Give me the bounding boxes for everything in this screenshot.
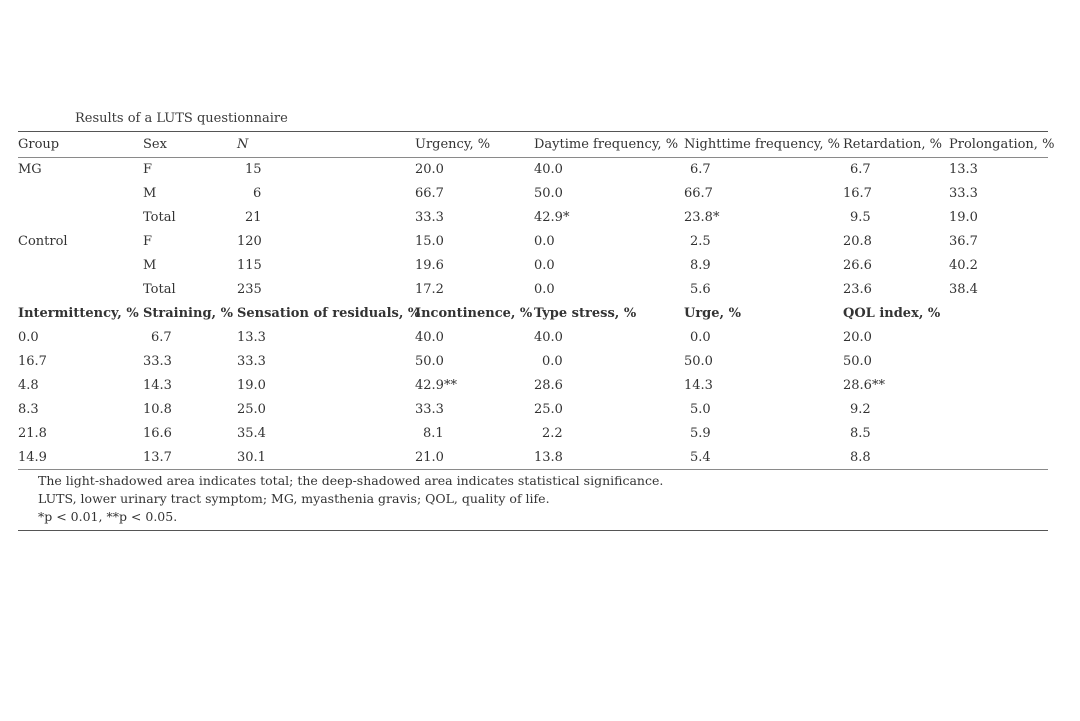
cell-type-stress: 2.2 — [542, 426, 563, 441]
cell-sensation: 13.3 — [237, 330, 266, 345]
table-row — [0, 230, 1080, 254]
header-urge: Urge, % — [684, 306, 741, 321]
table-row — [0, 326, 1080, 350]
table-row — [0, 182, 1080, 206]
footnote-bottom-rule — [18, 530, 1048, 531]
cell-retardation: 26.6 — [843, 258, 872, 273]
cell-urge: 0.0 — [690, 330, 711, 345]
cell-nighttime: 5.6 — [690, 282, 711, 297]
table-row — [0, 254, 1080, 278]
cell-n: 235 — [237, 282, 262, 297]
table-top-rule — [18, 131, 1048, 132]
cell-incontinence: 21.0 — [415, 450, 444, 465]
cell-intermittency: 8.3 — [18, 402, 39, 417]
cell-group: MG — [18, 162, 42, 177]
footnote-significance: *p < 0.01, **p < 0.05. — [38, 509, 178, 524]
cell-prolongation: 38.4 — [949, 282, 978, 297]
table-row — [0, 374, 1080, 398]
header-prolongation: Prolongation, % — [949, 137, 1055, 152]
cell-type-stress: 25.0 — [534, 402, 563, 417]
header-sensation-of-residuals: Sensation of residuals, % — [237, 306, 421, 321]
header-type-stress: Type stress, % — [534, 306, 637, 321]
cell-urge: 5.9 — [690, 426, 711, 441]
table-row — [0, 422, 1080, 446]
cell-urgency: 20.0 — [415, 162, 444, 177]
cell-group: Control — [18, 234, 68, 249]
cell-straining: 14.3 — [143, 378, 172, 393]
cell-nighttime: 8.9 — [690, 258, 711, 273]
cell-sensation: 35.4 — [237, 426, 266, 441]
cell-retardation: 23.6 — [843, 282, 872, 297]
cell-qol-index: 50.0 — [843, 354, 872, 369]
cell-urgency: 33.3 — [415, 210, 444, 225]
cell-type-stress: 40.0 — [534, 330, 563, 345]
cell-nighttime: 66.7 — [684, 186, 713, 201]
cell-incontinence: 42.9** — [415, 378, 457, 393]
cell-straining: 16.6 — [143, 426, 172, 441]
cell-intermittency: 14.9 — [18, 450, 47, 465]
cell-sensation: 30.1 — [237, 450, 266, 465]
cell-n: 120 — [237, 234, 262, 249]
table-row — [0, 206, 1080, 230]
cell-intermittency: 0.0 — [18, 330, 39, 345]
cell-sensation: 25.0 — [237, 402, 266, 417]
cell-sex: Total — [143, 210, 176, 225]
cell-straining: 6.7 — [151, 330, 172, 345]
cell-type-stress: 28.6 — [534, 378, 563, 393]
table-row — [0, 350, 1080, 374]
cell-straining: 33.3 — [143, 354, 172, 369]
cell-daytime: 40.0 — [534, 162, 563, 177]
cell-qol-index: 9.2 — [850, 402, 871, 417]
cell-qol-index: 8.8 — [850, 450, 871, 465]
cell-daytime: 0.0 — [534, 282, 555, 297]
cell-sex: M — [143, 186, 157, 201]
cell-incontinence: 50.0 — [415, 354, 444, 369]
cell-n: 21 — [245, 210, 262, 225]
cell-prolongation: 19.0 — [949, 210, 978, 225]
header-nighttime-frequency: Nighttime frequency, % — [684, 137, 840, 152]
footnote-abbreviations: LUTS, lower urinary tract symptom; MG, myasthenia gravis; QOL, quality of life. — [38, 491, 550, 506]
cell-retardation: 9.5 — [850, 210, 871, 225]
table-header-row — [0, 133, 1080, 157]
cell-n: 115 — [237, 258, 262, 273]
cell-urge: 5.4 — [690, 450, 711, 465]
cell-sex: Total — [143, 282, 176, 297]
cell-straining: 10.8 — [143, 402, 172, 417]
cell-urgency: 66.7 — [415, 186, 444, 201]
header-intermittency: Intermittency, % — [18, 306, 139, 321]
cell-type-stress: 13.8 — [534, 450, 563, 465]
table-row — [0, 158, 1080, 182]
cell-intermittency: 4.8 — [18, 378, 39, 393]
table-row — [0, 278, 1080, 302]
cell-sensation: 19.0 — [237, 378, 266, 393]
cell-retardation: 20.8 — [843, 234, 872, 249]
table-footnotes — [38, 472, 663, 526]
cell-prolongation: 13.3 — [949, 162, 978, 177]
cell-nighttime: 23.8* — [684, 210, 720, 225]
cell-nighttime: 2.5 — [690, 234, 711, 249]
cell-incontinence: 40.0 — [415, 330, 444, 345]
cell-qol-index: 28.6** — [843, 378, 885, 393]
table-row — [0, 446, 1080, 470]
cell-n: 6 — [253, 186, 262, 201]
cell-incontinence: 8.1 — [423, 426, 444, 441]
cell-incontinence: 33.3 — [415, 402, 444, 417]
cell-type-stress: 0.0 — [542, 354, 563, 369]
cell-daytime: 0.0 — [534, 234, 555, 249]
cell-prolongation: 33.3 — [949, 186, 978, 201]
cell-urge: 14.3 — [684, 378, 713, 393]
cell-retardation: 16.7 — [843, 186, 872, 201]
cell-retardation: 6.7 — [850, 162, 871, 177]
cell-urge: 50.0 — [684, 354, 713, 369]
cell-sensation: 33.3 — [237, 354, 266, 369]
table-row — [0, 398, 1080, 422]
cell-nighttime: 6.7 — [690, 162, 711, 177]
cell-daytime: 50.0 — [534, 186, 563, 201]
header-sex: Sex — [143, 137, 167, 152]
cell-straining: 13.7 — [143, 450, 172, 465]
table-bottom-rule — [18, 469, 1048, 470]
cell-urgency: 17.2 — [415, 282, 444, 297]
cell-daytime: 42.9* — [534, 210, 570, 225]
cell-qol-index: 20.0 — [843, 330, 872, 345]
header-straining: Straining, % — [143, 306, 233, 321]
cell-prolongation: 36.7 — [949, 234, 978, 249]
cell-daytime: 0.0 — [534, 258, 555, 273]
table-caption: Results of a LUTS questionnaire — [75, 111, 288, 126]
cell-prolongation: 40.2 — [949, 258, 978, 273]
cell-sex: F — [143, 162, 153, 177]
header-daytime-frequency: Daytime frequency, % — [534, 137, 679, 152]
table-subheader-row — [0, 302, 1080, 326]
header-qol-index: QOL index, % — [843, 306, 941, 321]
footnote-shading: The light-shadowed area indicates total; the deep-shadowed area indicates statistical significance. — [38, 473, 664, 488]
header-group: Group — [18, 137, 60, 152]
cell-n: 15 — [245, 162, 262, 177]
cell-sex: F — [143, 234, 153, 249]
header-n: N — [237, 137, 249, 152]
cell-intermittency: 21.8 — [18, 426, 47, 441]
cell-intermittency: 16.7 — [18, 354, 47, 369]
header-incontinence: Incontinence, % — [415, 306, 533, 321]
cell-qol-index: 8.5 — [850, 426, 871, 441]
header-urgency: Urgency, % — [415, 137, 491, 152]
cell-urgency: 19.6 — [415, 258, 444, 273]
cell-sex: M — [143, 258, 157, 273]
header-retardation: Retardation, % — [843, 137, 942, 152]
cell-urge: 5.0 — [690, 402, 711, 417]
cell-urgency: 15.0 — [415, 234, 444, 249]
